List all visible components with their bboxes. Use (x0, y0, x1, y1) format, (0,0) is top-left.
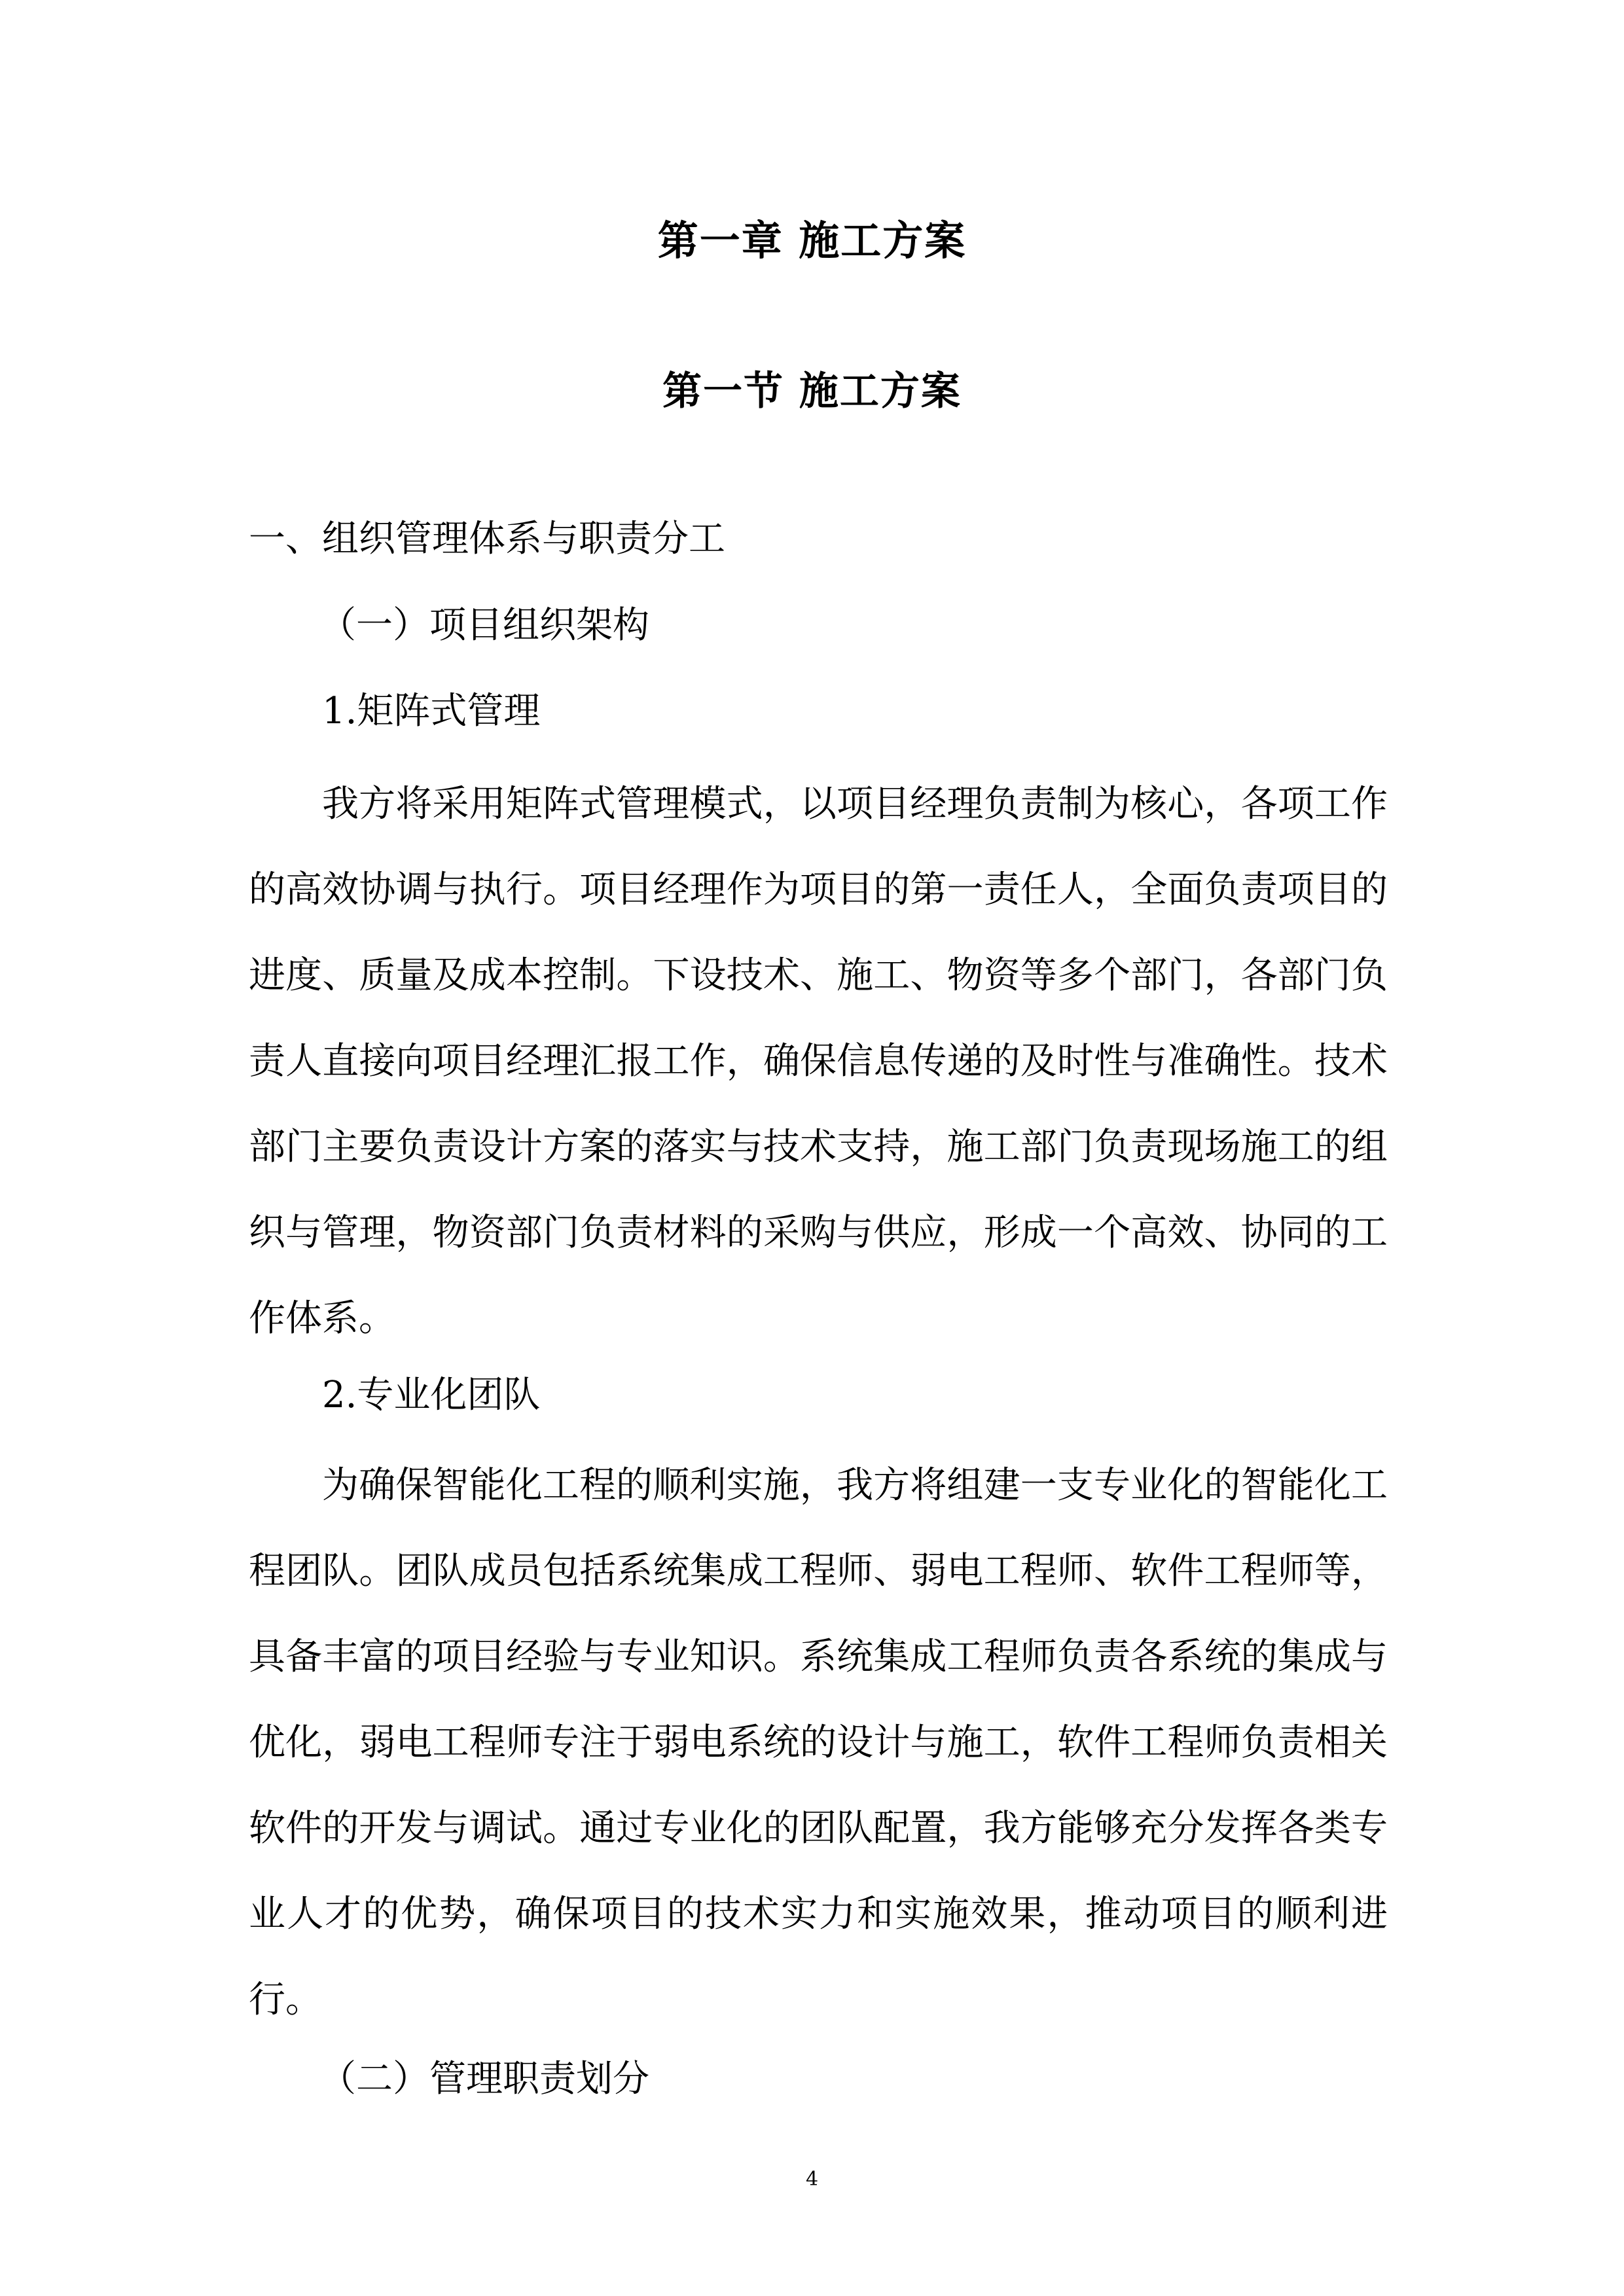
section-title: 第一节 施工方案 (662, 368, 962, 414)
paragraph-professional-team: 为确保智能化工程的顺利实施，我方将组建一支专业化的智能化工程团队。团队成员包括系统集成工程师、弱电工程师、软件工程师等，具备丰富的项目经验与专业知识。系统集成工程师负责各系统的集成与优化，弱电工程师专注于弱电系统的设计与施工，软件工程师负责相关软件的开发与调试。通过专业化的团队配置，我方能够充分发挥各类专业人才的优势，确保项目的技术实力和实施效果，推动项目的顺利进行。 (249, 1464, 1388, 2021)
subheading-management-responsibilities: （二）管理职责划分 (319, 2058, 649, 2100)
item-professional-team: 2.专业化团队 (322, 1374, 541, 1416)
chapter-title: 第一章 施工方案 (657, 217, 967, 264)
item-matrix-management: 1.矩阵式管理 (322, 690, 541, 732)
heading-organization-management: 一、组织管理体系与职责分工 (249, 518, 725, 560)
subheading-project-organization: （一）项目组织架构 (319, 604, 649, 647)
page-number: 4 (805, 2168, 819, 2191)
paragraph-matrix-management: 我方将采用矩阵式管理模式，以项目经理负责制为核心，各项工作的高效协调与执行。项目经理作为项目的第一责任人，全面负责项目的进度、质量及成本控制。下设技术、施工、物资等多个部门，各部门负责人直接向项目经理汇报工作，确保信息传递的及时性与准确性。技术部门主要负责设计方案的落实与技术支持，施工部门负责现场施工的组织与管理，物资部门负责材料的采购与供应，形成一个高效、协同的工作体系。 (249, 783, 1388, 1340)
